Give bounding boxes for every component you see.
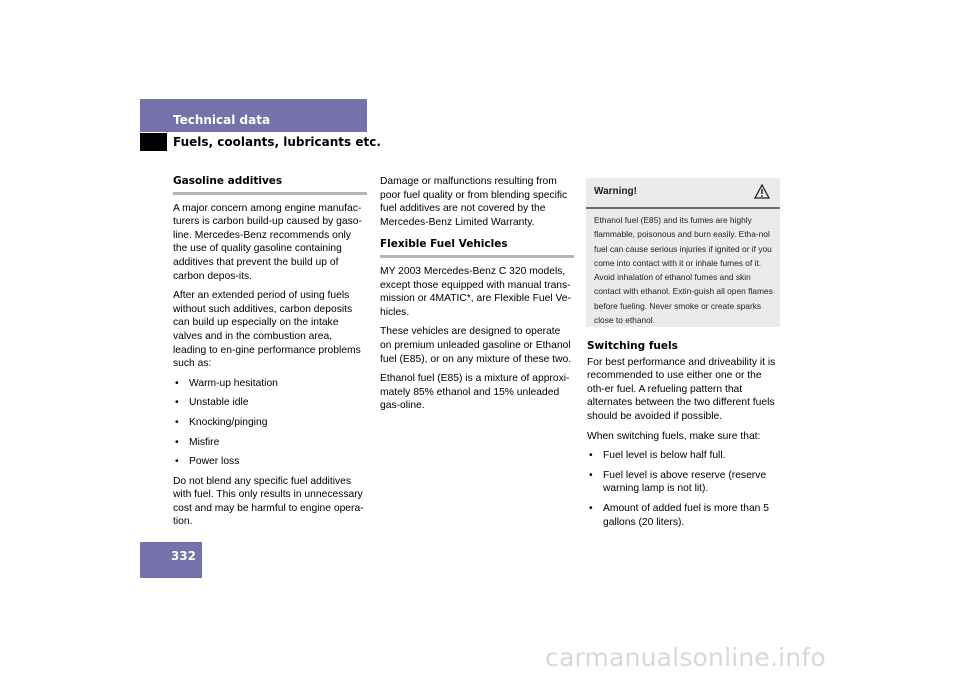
warning-title: Warning!	[594, 186, 637, 197]
paragraph: MY 2003 Mercedes-Benz C 320 models, except those equipped with manual trans-mission or 4MATIC*, are Flexible Fuel Ve-hicles.	[380, 265, 571, 318]
paragraph: Ethanol fuel (E85) is a mixture of approxi-mately 85% ethanol and 15% unleaded gas-oline.	[380, 373, 570, 412]
warning-divider	[586, 207, 780, 209]
list-item: • Fuel level is above reserve (reserve warning lamp is not lit).	[587, 469, 781, 496]
paragraph: After an extended period of using fuels without such additives, carbon deposits can build up especially on the intake valves and in the combustion area, leading to en-gine performance problems such as:	[173, 290, 361, 370]
list-item: • Warm-up hesitation	[173, 377, 367, 391]
list-item: • Misfire	[173, 436, 367, 450]
heading-switching-fuels: Switching fuels	[587, 340, 678, 352]
column-1	[173, 175, 367, 535]
column-3	[587, 340, 781, 535]
warning-box	[586, 178, 780, 327]
list-item: • Fuel level is below half full.	[587, 449, 781, 463]
watermark: carmanualsonline.info	[545, 643, 826, 672]
page-number-box	[140, 542, 202, 578]
paragraph: A major concern among engine manufac-turers is carbon build-up caused by gaso-line. Mercedes-Benz recommends only the use of quality gasoline containing additives that prevent the build up of carbon depos-its.	[173, 202, 362, 282]
header-marker	[140, 133, 167, 151]
page-number: 332	[170, 549, 196, 563]
section-subtitle: Fuels, coolants, lubricants etc.	[173, 135, 381, 149]
list-item: • Power loss	[173, 455, 367, 469]
switching-checklist	[587, 449, 781, 529]
paragraph: For best performance and driveability it is recommended to use either one or the oth-er fuel. A refueling pattern that alternates between the two different fuels should be avoided if possible.	[587, 356, 776, 422]
heading-gasoline-additives: Gasoline additives	[173, 175, 367, 195]
paragraph: Do not blend any specific fuel additives with fuel. This only results in unnecessary cost and may be harmful to engine opera-tion.	[173, 475, 364, 528]
list-item: • Unstable idle	[173, 396, 367, 410]
list-item: • Amount of added fuel is more than 5 gallons (20 liters).	[587, 502, 781, 529]
column-2	[380, 175, 574, 419]
paragraph: When switching fuels, make sure that:	[587, 430, 761, 442]
problem-list	[173, 377, 367, 469]
list-item: • Knocking/pinging	[173, 416, 367, 430]
heading-flexible-fuel-vehicles: Flexible Fuel Vehicles	[380, 238, 574, 258]
paragraph: Damage or malfunctions resulting from poor fuel quality or from blending specific fuel additives are not covered by the Mercedes-Benz Limited Warranty.	[380, 176, 568, 228]
paragraph: These vehicles are designed to operate on premium unleaded gasoline or Ethanol fuel (E85), or on any mixture of these two.	[380, 326, 572, 365]
warning-text: Ethanol fuel (E85) and its fumes are highly flammable, poisonous and burn easily. Etha-nol fuel can cause serious injuries if ignited or if you come into contact with it or inhale fumes of it. Avoid inhalation of ethanol fumes and skin contact with ethanol. Extin-guish all open flames before fueling. Never smoke or create sparks close to ethanol.	[594, 215, 773, 326]
section-title: Technical data	[173, 113, 271, 127]
warning-triangle-icon	[754, 184, 770, 204]
